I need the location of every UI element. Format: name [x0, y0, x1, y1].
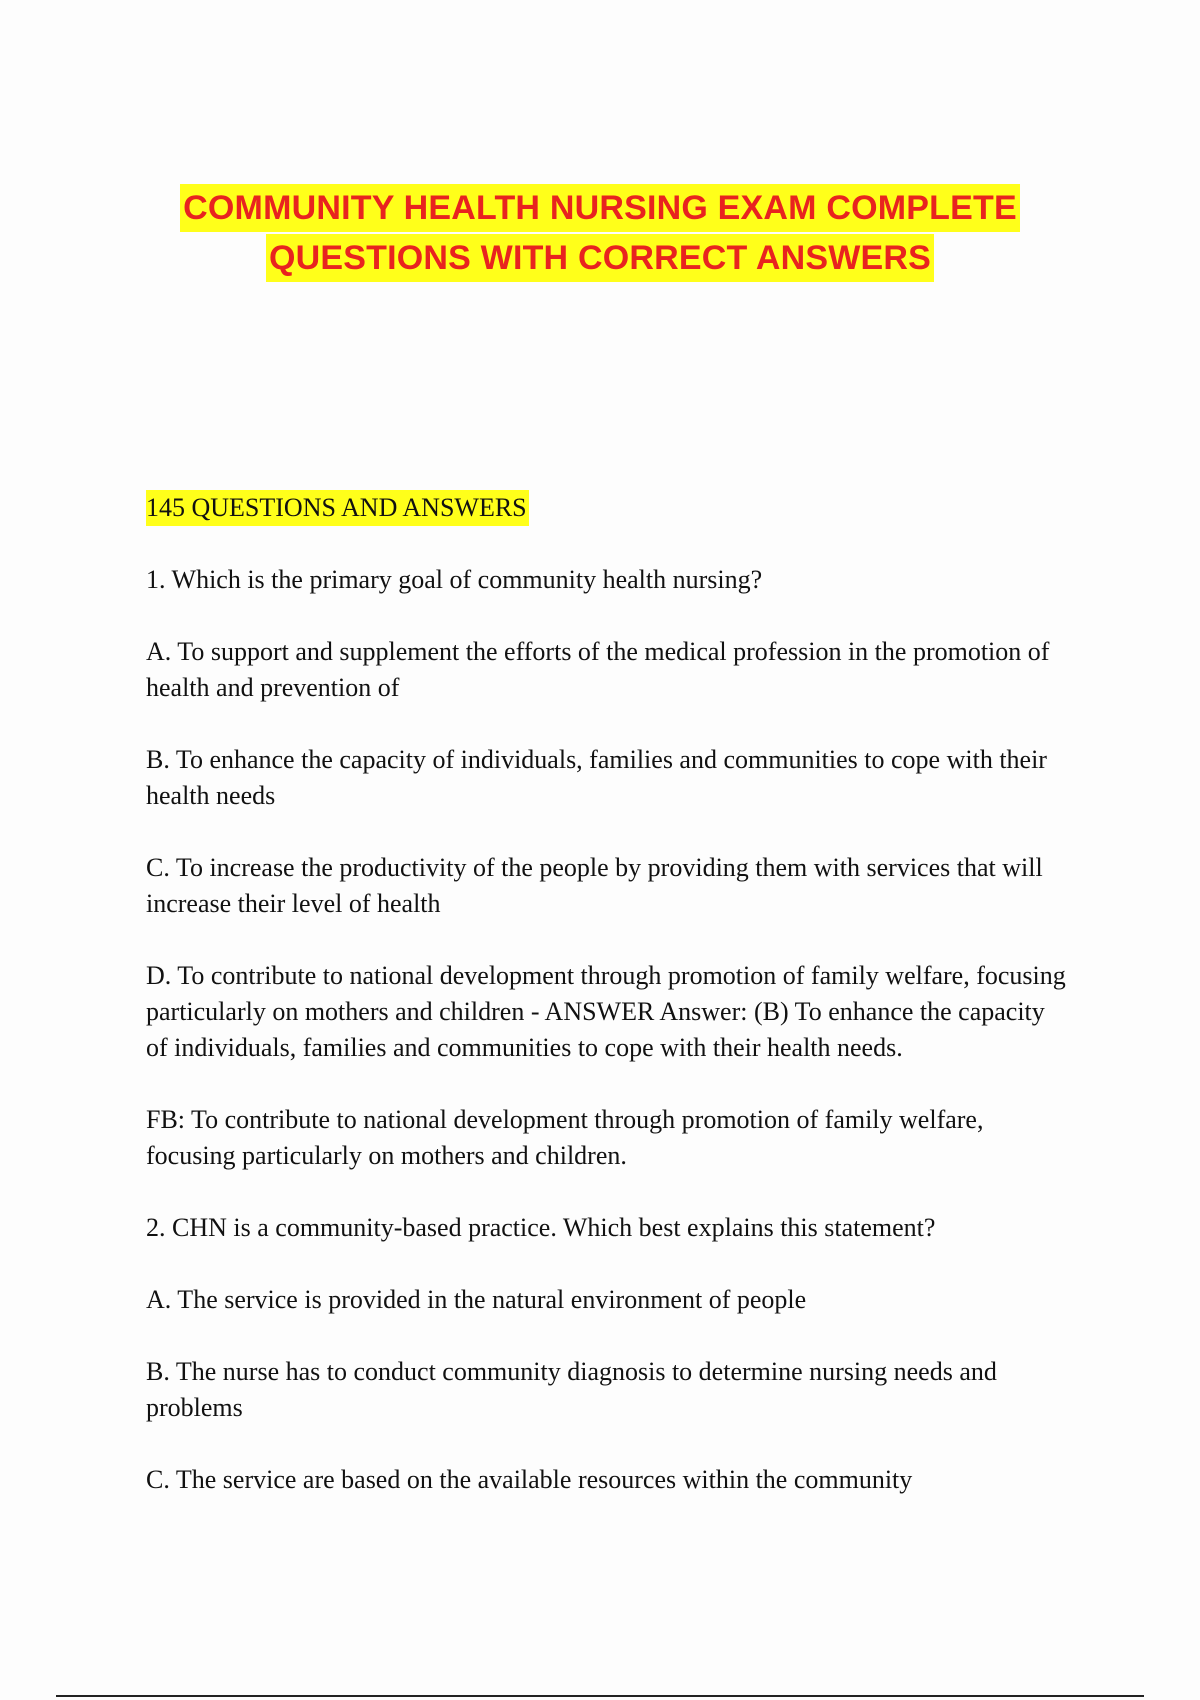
- question-1-feedback: FB: To contribute to national development through promotion of family welfare, focusing particularly on mothers and children.: [146, 1105, 984, 1170]
- question-1-option-a: A. To support and supplement the efforts of the medical profession in the promotion of health and prevention of: [146, 637, 1050, 702]
- document-body: [146, 490, 1066, 1534]
- question-2-option-c: C. The service are based on the available resources within the community: [146, 1465, 913, 1494]
- page-bottom-divider: [56, 1695, 1144, 1697]
- title-line-2: QUESTIONS WITH CORRECT ANSWERS: [266, 234, 934, 282]
- question-1: 1. Which is the primary goal of community health nursing?: [146, 565, 763, 594]
- question-2: 2. CHN is a community-based practice. Which best explains this statement?: [146, 1213, 936, 1242]
- question-2-option-b: B. The nurse has to conduct community diagnosis to determine nursing needs and problems: [146, 1357, 997, 1422]
- title-line-1: COMMUNITY HEALTH NURSING EXAM COMPLETE: [180, 184, 1020, 232]
- question-2-option-a: A. The service is provided in the natural environment of people: [146, 1285, 807, 1314]
- question-1-option-c: C. To increase the productivity of the people by providing them with services that will increase their level of health: [146, 853, 1043, 918]
- question-1-option-b: B. To enhance the capacity of individuals, families and communities to cope with their health needs: [146, 745, 1047, 810]
- document-title: [0, 184, 1200, 282]
- question-1-option-d-answer: D. To contribute to national development through promotion of family welfare, focusing particularly on mothers and children - ANSWER Answer: (B) To enhance the capacity of individuals, families and communities to cope with their health needs.: [146, 961, 1066, 1062]
- section-subheading: 145 QUESTIONS AND ANSWERS: [146, 490, 529, 526]
